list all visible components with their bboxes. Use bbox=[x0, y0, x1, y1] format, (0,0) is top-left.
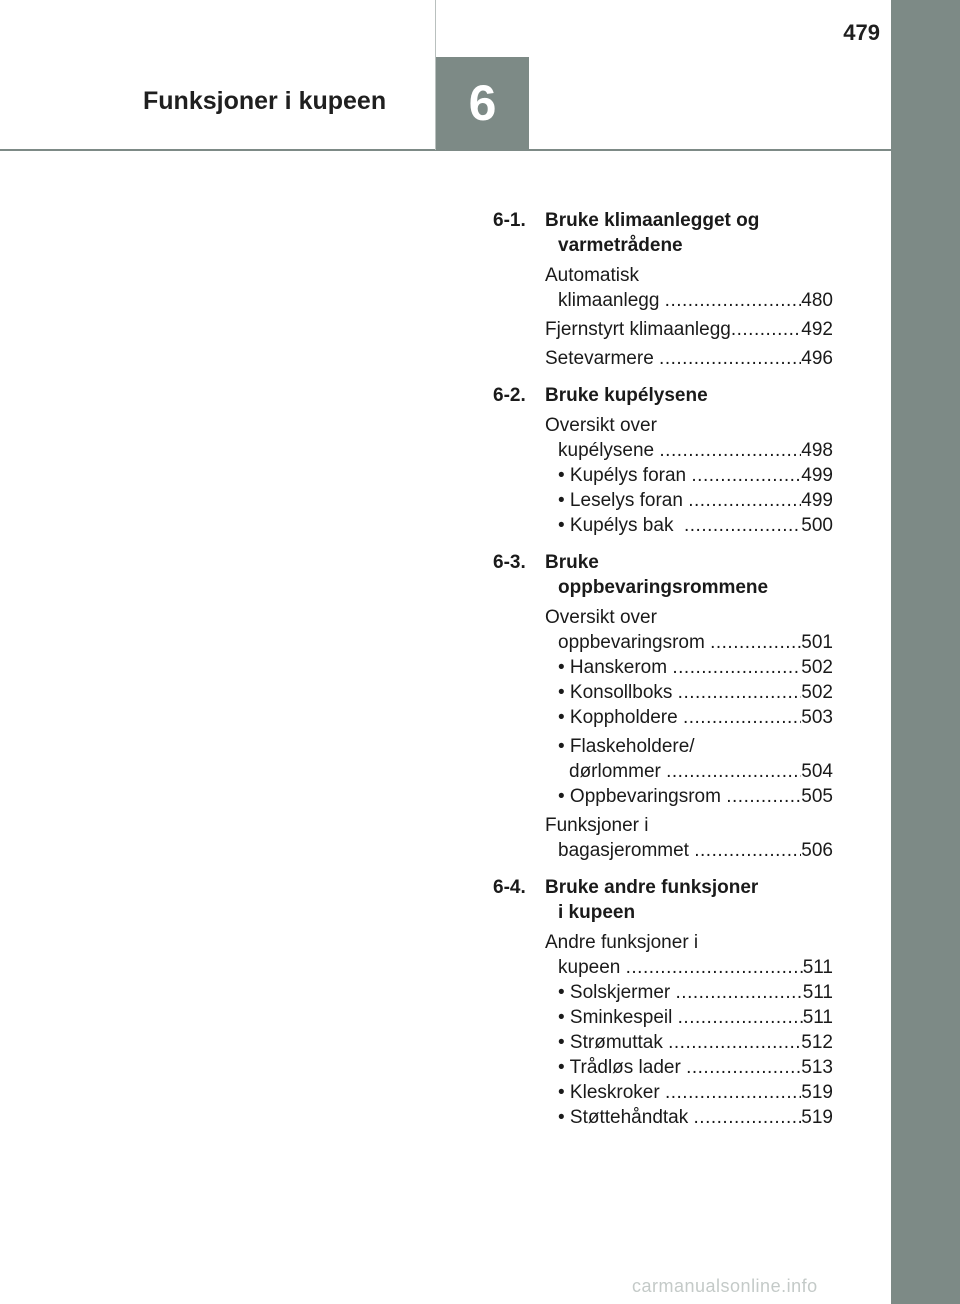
section-number: 6-4. bbox=[493, 877, 526, 898]
entry-label: • Støttehåndtak bbox=[558, 1107, 694, 1128]
table-of-contents bbox=[493, 208, 833, 1130]
entry-page-number: 500 bbox=[801, 515, 833, 536]
entry-page-number: 503 bbox=[801, 707, 833, 728]
section-title bbox=[545, 875, 833, 925]
dot-leader bbox=[678, 680, 802, 705]
chapter-side-tab bbox=[891, 0, 960, 1304]
chapter-number-badge: 6 bbox=[436, 57, 529, 150]
toc-section bbox=[493, 208, 833, 258]
watermark: carmanualsonline.info bbox=[632, 1276, 818, 1296]
section-title-line: oppbevaringsrommene bbox=[558, 577, 769, 598]
entry-label: • Leselys foran bbox=[558, 490, 689, 511]
entry-page-number: 498 bbox=[801, 440, 833, 461]
entry-page-number: 480 bbox=[801, 290, 833, 311]
entry-page-number: 496 bbox=[801, 348, 833, 369]
toc-sub-entry[interactable] bbox=[545, 784, 833, 809]
section-title bbox=[545, 208, 833, 258]
dot-leader bbox=[694, 838, 801, 863]
entry-label: • Strømuttak bbox=[558, 1032, 669, 1053]
entry-page-number: 504 bbox=[801, 761, 833, 782]
entry-label: • Koppholdere bbox=[558, 707, 683, 728]
section-number: 6-2. bbox=[493, 385, 526, 406]
dot-leader bbox=[666, 759, 801, 784]
dot-leader bbox=[691, 463, 801, 488]
dot-leader bbox=[731, 317, 801, 342]
entry-page-number: 519 bbox=[801, 1082, 833, 1103]
entry-label: • Oppbevaringsrom bbox=[558, 786, 727, 807]
dot-leader bbox=[678, 1005, 803, 1030]
entry-page-number: 511 bbox=[802, 957, 833, 978]
toc-entry[interactable] bbox=[545, 346, 833, 371]
entry-label: • Sminkespeil bbox=[558, 1007, 678, 1028]
entry-label: klimaanlegg bbox=[558, 290, 665, 311]
toc-sub-entry[interactable] bbox=[545, 980, 833, 1005]
dot-leader bbox=[676, 980, 803, 1005]
toc-sub-entry[interactable] bbox=[545, 513, 833, 538]
entry-page-number: 499 bbox=[801, 465, 833, 486]
entry-label: bagasjerommet bbox=[558, 840, 695, 861]
toc-sub-entry[interactable] bbox=[545, 1055, 833, 1080]
entry-label: • Kupélys foran bbox=[558, 465, 692, 486]
toc-sub-entry[interactable] bbox=[545, 655, 833, 680]
toc-section bbox=[493, 383, 833, 408]
toc-sub-entry[interactable] bbox=[545, 705, 833, 730]
entry-label: • Kleskroker bbox=[558, 1082, 665, 1103]
entry-label: kupélysene bbox=[558, 440, 660, 461]
entry-label: Fjernstyrt klimaanlegg bbox=[545, 319, 731, 340]
toc-entry[interactable] bbox=[545, 605, 833, 655]
section-title bbox=[545, 550, 833, 600]
section-number: 6-3. bbox=[493, 552, 526, 573]
toc-section bbox=[493, 550, 833, 600]
dot-leader bbox=[683, 705, 801, 730]
toc-sub-entry[interactable] bbox=[545, 1080, 833, 1105]
entry-page-number: 511 bbox=[802, 982, 833, 1003]
entry-text-line: Andre funksjoner i bbox=[545, 932, 699, 953]
toc-entry[interactable] bbox=[545, 263, 833, 313]
dot-leader bbox=[726, 784, 801, 809]
entry-label: dørlommer bbox=[569, 761, 667, 782]
toc-section bbox=[493, 875, 833, 925]
dot-leader bbox=[684, 513, 801, 538]
entry-page-number: 512 bbox=[801, 1032, 833, 1053]
dot-leader bbox=[688, 488, 801, 513]
dot-leader bbox=[665, 288, 802, 313]
entry-label: • Trådløs lader bbox=[558, 1057, 687, 1078]
entry-page-number: 502 bbox=[801, 657, 833, 678]
toc-sub-entry[interactable] bbox=[545, 680, 833, 705]
toc-sub-entry[interactable] bbox=[545, 1005, 833, 1030]
dot-leader bbox=[694, 1105, 802, 1130]
entry-label: • Kupélys bak bbox=[558, 515, 684, 536]
entry-page-number: 492 bbox=[801, 319, 833, 340]
dot-leader bbox=[668, 1030, 801, 1055]
section-title-line: i kupeen bbox=[558, 902, 636, 923]
entry-label: • Solskjermer bbox=[558, 982, 676, 1003]
entry-page-number: 506 bbox=[801, 840, 833, 861]
section-title-line: varmetrådene bbox=[558, 235, 683, 256]
dot-leader bbox=[659, 346, 801, 371]
entry-label: • Konsollboks bbox=[558, 682, 678, 703]
dot-leader bbox=[686, 1055, 801, 1080]
toc-sub-entry[interactable] bbox=[545, 734, 833, 784]
entry-text-line: Oversikt over bbox=[545, 607, 657, 628]
entry-text-line: Oversikt over bbox=[545, 415, 657, 436]
toc-sub-entry[interactable] bbox=[545, 488, 833, 513]
entry-label: oppbevaringsrom bbox=[558, 632, 711, 653]
toc-sub-entry[interactable] bbox=[545, 463, 833, 488]
dot-leader bbox=[710, 630, 801, 655]
dot-leader bbox=[672, 655, 801, 680]
toc-entry[interactable] bbox=[545, 317, 833, 342]
toc-sub-entry[interactable] bbox=[545, 1030, 833, 1055]
entry-label: • Hanskerom bbox=[558, 657, 673, 678]
entry-page-number: 519 bbox=[801, 1107, 833, 1128]
entry-text-line: • Flaskeholdere/ bbox=[558, 736, 695, 757]
dot-leader bbox=[659, 438, 801, 463]
entry-page-number: 499 bbox=[801, 490, 833, 511]
entry-text-line: Funksjoner i bbox=[545, 815, 649, 836]
section-title-line: Bruke klimaanlegget og bbox=[545, 210, 760, 231]
entry-label: Setevarmere bbox=[545, 348, 660, 369]
dot-leader bbox=[665, 1080, 801, 1105]
section-title-line: Bruke bbox=[545, 552, 599, 573]
dot-leader bbox=[626, 955, 803, 980]
entry-page-number: 513 bbox=[801, 1057, 833, 1078]
toc-entry[interactable] bbox=[545, 813, 833, 863]
toc-sub-entry[interactable] bbox=[545, 1105, 833, 1130]
entry-page-number: 502 bbox=[801, 682, 833, 703]
entry-page-number: 501 bbox=[801, 632, 833, 653]
section-title bbox=[545, 383, 833, 408]
chapter-title: Funksjoner i kupeen bbox=[143, 87, 387, 115]
page-number: 479 bbox=[843, 20, 880, 45]
entry-page-number: 505 bbox=[801, 786, 833, 807]
entry-label: kupeen bbox=[558, 957, 626, 978]
section-number: 6-1. bbox=[493, 210, 526, 231]
toc-entry[interactable] bbox=[545, 413, 833, 463]
section-title-line: Bruke kupélysene bbox=[545, 385, 708, 406]
section-title-line: Bruke andre funksjoner bbox=[545, 877, 759, 898]
entry-text-line: Automatisk bbox=[545, 265, 639, 286]
entry-page-number: 511 bbox=[802, 1007, 833, 1028]
toc-entry[interactable] bbox=[545, 930, 833, 980]
